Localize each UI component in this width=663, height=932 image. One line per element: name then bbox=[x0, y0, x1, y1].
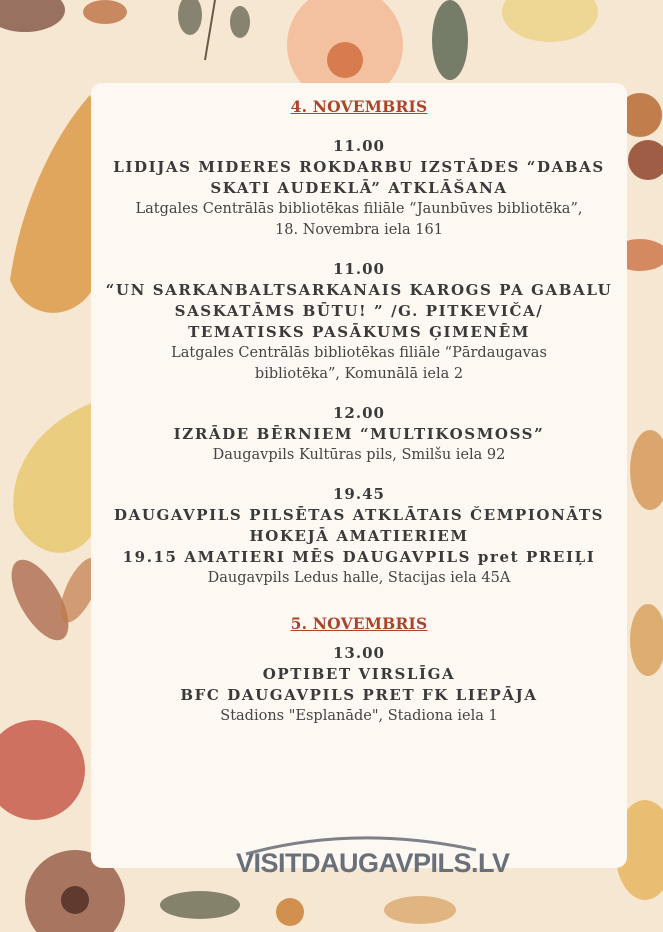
event-title-line: OPTIBET VIRSLĪGA bbox=[262, 665, 456, 683]
leaf-icon bbox=[0, 0, 65, 32]
event-place-line: Stadions "Esplanāde", Stadiona iela 1 bbox=[220, 708, 498, 724]
pear-icon bbox=[0, 720, 85, 820]
day-date: 5. NOVEMBRIS bbox=[290, 614, 428, 633]
visitdaugavpils-logo bbox=[236, 828, 510, 888]
leaf-icon bbox=[83, 0, 127, 24]
event-title-line: SASKATĀMS BŪTU! ” /G. PITKEVIČA/ bbox=[174, 302, 544, 320]
leaf-icon bbox=[230, 6, 250, 38]
berry-icon bbox=[276, 898, 304, 926]
event-title-line: 19.15 AMATIERI MĒS DAUGAVPILS pret PREIĻI bbox=[122, 548, 596, 566]
event-title-line: IZRĀDE BĒRNIEM “MULTIKOSMOSS” bbox=[173, 425, 545, 443]
leaf-icon bbox=[160, 891, 240, 919]
event-time: 11.00 bbox=[333, 137, 385, 155]
event-title-line: TEMATISKS PASĀKUMS ĢIMENĒM bbox=[188, 323, 530, 341]
leaf-icon bbox=[384, 896, 456, 924]
flower-center-icon bbox=[61, 886, 89, 914]
event-title-line: DAUGAVPILS PILSĒTAS ATKLĀTAIS ČEMPIONĀTS bbox=[113, 506, 605, 524]
day-date: 4. NOVEMBRIS bbox=[290, 97, 428, 116]
logo-text: VISITDAUGAVPILS.LV bbox=[236, 848, 510, 878]
pear-icon bbox=[502, 0, 598, 42]
nut-icon bbox=[618, 93, 662, 137]
leaf-icon bbox=[630, 430, 663, 510]
event-item bbox=[96, 484, 622, 589]
event-time: 12.00 bbox=[333, 404, 385, 422]
event-time: 13.00 bbox=[333, 644, 385, 662]
leaf-icon bbox=[630, 604, 663, 676]
event-title-line: LIDIJAS MIDERES ROKDARBU IZSTĀDES “DABAS bbox=[113, 158, 605, 176]
nut-icon bbox=[628, 140, 663, 180]
event-item bbox=[96, 136, 622, 241]
event-title-line: SKATI AUDEKLĀ” ATKLĀŠANA bbox=[210, 179, 508, 197]
event-title-line: HOKEJĀ AMATIERIEM bbox=[249, 527, 469, 545]
event-place-line: 18. Novembra iela 161 bbox=[275, 222, 443, 238]
event-time: 19.45 bbox=[333, 485, 385, 503]
leaf-icon bbox=[432, 0, 468, 80]
event-title-line: “UN SARKANBALTSARKANAIS KAROGS PA GABALU bbox=[105, 281, 613, 299]
pear-icon bbox=[615, 800, 663, 900]
event-schedule bbox=[96, 96, 622, 745]
event-place-line: Daugavpils Kultūras pils, Smilšu iela 92 bbox=[212, 447, 506, 463]
pear-icon bbox=[13, 400, 100, 553]
event-time: 11.00 bbox=[333, 260, 385, 278]
event-place-line: Daugavpils Ledus halle, Stacijas iela 45A bbox=[207, 570, 511, 586]
event-place-line: bibliotēka”, Komunālā iela 2 bbox=[254, 366, 464, 382]
event-item bbox=[96, 259, 622, 385]
pear-icon bbox=[10, 95, 107, 313]
event-title-line: BFC DAUGAVPILS PRET FK LIEPĀJA bbox=[180, 686, 538, 704]
event-place-line: Latgales Centrālās bibliotēkas filiāle “Jaunbūves bibliotēka”, bbox=[135, 201, 583, 217]
event-place-line: Latgales Centrālās bibliotēkas filiāle “Pārdaugavas bbox=[171, 345, 547, 361]
event-item bbox=[96, 643, 622, 727]
event-item bbox=[96, 403, 622, 466]
flower-center-icon bbox=[327, 42, 363, 78]
leaf-icon bbox=[178, 0, 202, 35]
